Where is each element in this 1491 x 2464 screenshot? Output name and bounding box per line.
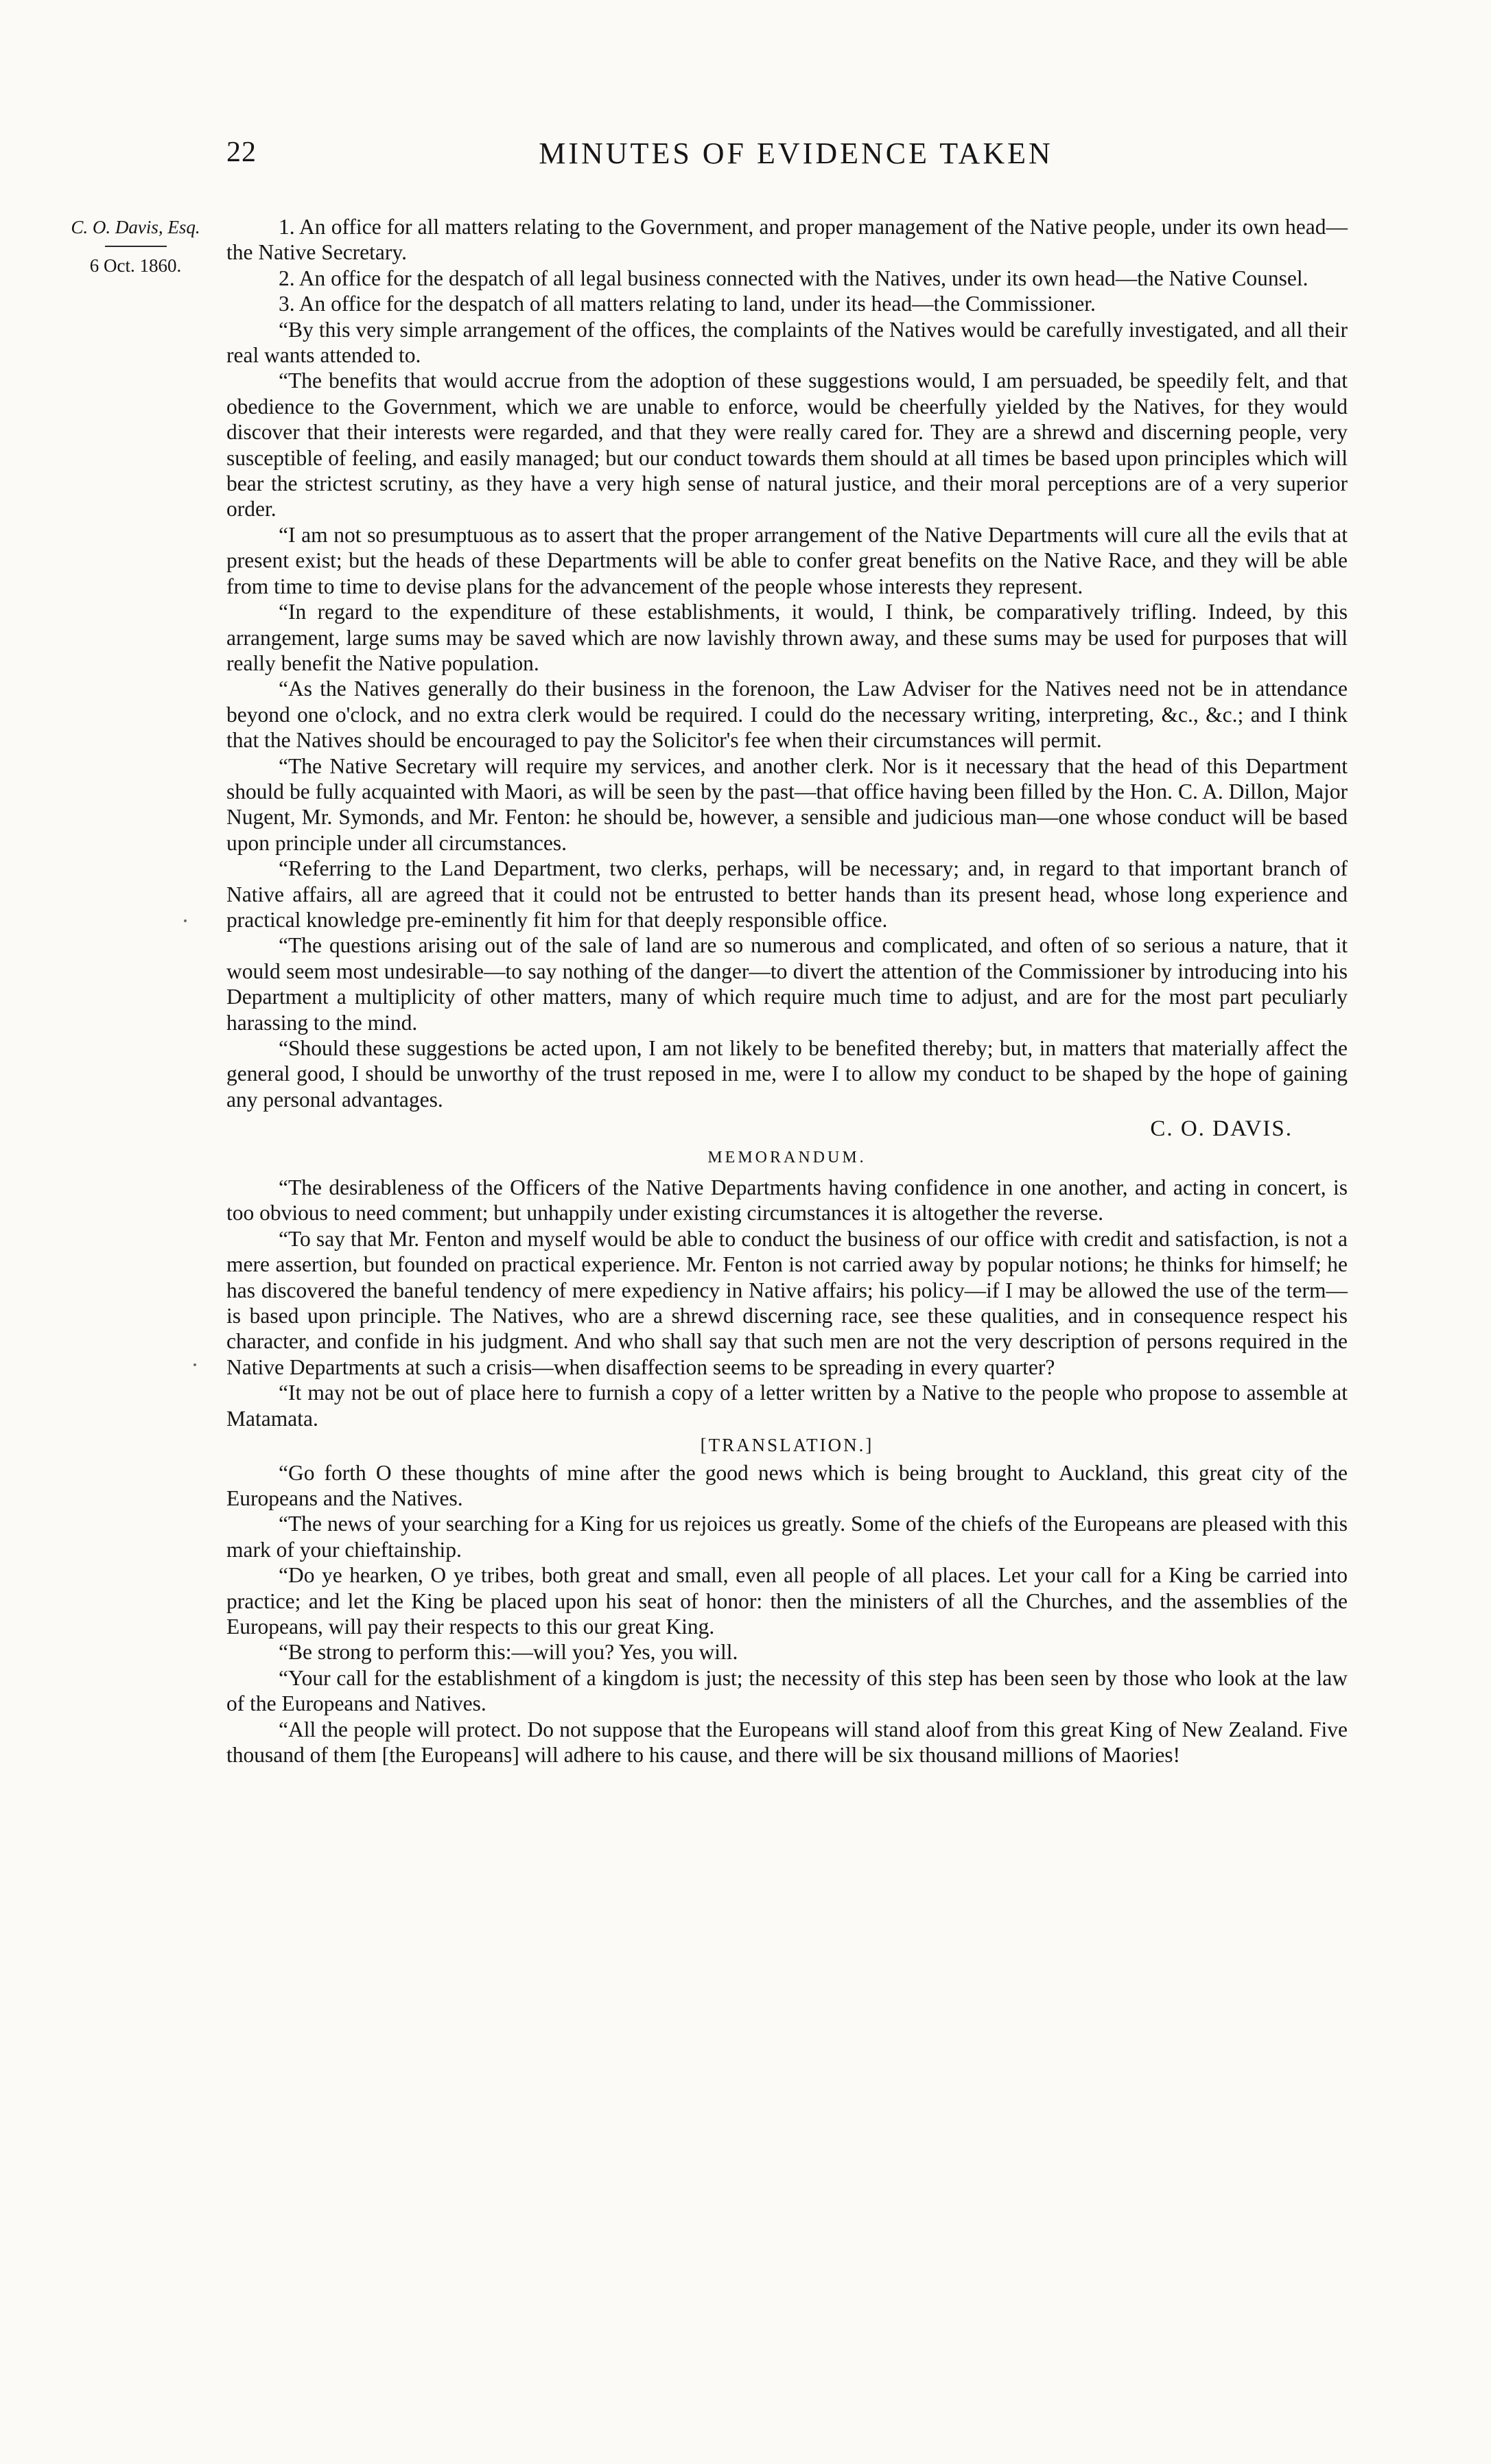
translation-paragraph: “All the people will protect. Do not suppose that the Europeans will stand aloof from this great King of New Zealand. Five thousand of them [the Europeans] will adhere to his cause, and there will be six thousand millions of Maories! <box>226 1717 1348 1767</box>
paragraph: 1. An office for all matters relating to the Government, and proper management of the Native people, under its own head—the Native Secretary. <box>226 215 1348 265</box>
memorandum-paragraph: “The desirableness of the Officers of the Native Departments having confidence in one another, and acting in concert, is too obvious to need comment; but unhappily under existing circumstances it is altogether the reverse. <box>226 1175 1348 1225</box>
translation-paragraph: “Your call for the establishment of a kingdom is just; the necessity of this step has been seen by those who look at the law of the Europeans and Natives. <box>226 1665 1348 1716</box>
paragraph: “In regard to the expenditure of these establishments, it would, I think, be comparatively trifling. Indeed, by this arrangement, large sums may be saved which are now lavishly thrown away, and these sums may be used for purposes that will really benefit the Native population. <box>226 600 1348 675</box>
page-number: 22 <box>226 137 257 168</box>
margin-note-rule <box>105 246 167 247</box>
translation-heading: [TRANSLATION.] <box>700 1435 874 1456</box>
running-title: MINUTES OF EVIDENCE TAKEN <box>539 137 1053 170</box>
margin-note-witness: C. O. Davis, Esq. <box>71 217 200 237</box>
paragraph: 2. An office for the despatch of all legal business connected with the Natives, under its own head—the Native Counsel. <box>279 266 1308 290</box>
paragraph: 3. An office for the despatch of all matters relating to land, under its head—the Commissioner. <box>279 292 1096 316</box>
paragraph: “As the Natives generally do their business in the forenoon, the Law Adviser for the Natives need not be in attendance beyond one o'clock, and no extra clerk would be required. I could do the necessary writing, interpreting, &c., &c.; and I think that the Natives should be encouraged to pay the Solicitor's fee when their circumstances will permit. <box>226 677 1348 753</box>
paragraph: “The questions arising out of the sale of land are so numerous and complicated, and often of so serious a nature, that it would seem most undesirable—to say nothing of the danger—to divert the attention of the Commissioner by introducing into his Department a multiplicity of other matters, many of which require much time to adjust, and are for the most part peculiarly harassing to the mind. <box>226 933 1348 1035</box>
memorandum-paragraph: “It may not be out of place here to furnish a copy of a letter written by a Native to the people who propose to assemble at Matamata. <box>226 1381 1348 1431</box>
paragraph: “The benefits that would accrue from the adoption of these suggestions would, I am persuaded, be speedily felt, and that obedience to the Government, which we are unable to enforce, would be cheerfully yielded by the Natives, for they would discover that their interests were regarded, and that they were really cared for. They are a shrewd and discerning people, very susceptible of feeling, and easily managed; but our conduct towards them should at all times be based upon principles which will bear the strictest scrutiny, as they have a very high sense of natural justice, and their moral perceptions are of a very superior order. <box>226 368 1348 521</box>
translation-paragraph: “The news of your searching for a King for us rejoices us greatly. Some of the chiefs of the Europeans are pleased with this mark of your chieftainship. <box>226 1512 1348 1562</box>
margin-note-date: 6 Oct. 1860. <box>89 255 182 276</box>
translation-paragraph: “Go forth O these thoughts of mine after the good news which is being brought to Auckland, this great city of the Europeans and the Natives. <box>226 1460 1348 1510</box>
translation-paragraph: “Do ye hearken, O ye tribes, both great and small, even all people of all places. Let your call for a King be carried into practice; and let the King be placed upon his seat of honor: then the ministers of all the Churches, and the assemblies of the Europeans, will pay their respects to this our great King. <box>226 1563 1348 1639</box>
memorandum-paragraph: “To say that Mr. Fenton and myself would be able to conduct the business of our office with credit and satisfaction, is not a mere assertion, but founded on practical experience. Mr. Fenton is not carried away by popular notions; he thinks for himself; he has discovered the baneful tendency of mere expediency in Native affairs; his policy—if I may be allowed the use of the term—is based upon principle. The Natives, who are a shrewd discerning race, see these qualities, and in consequence respect his character, and confide in his judgment. And who shall say that such men are not the very description of persons required in the Native Departments at such a crisis—when disaffection seems to be spreading in every quarter? <box>226 1226 1348 1379</box>
paragraph: “By this very simple arrangement of the offices, the complaints of the Natives would be carefully investigated, and all their real wants attended to. <box>226 317 1348 368</box>
paragraph: “I am not so presumptuous as to assert that the proper arrangement of the Native Departments will cure all the evils that at present exist; but the heads of these Departments will be able to confer great benefits on the Native Race, and they will be able from time to time to devise plans for the advancement of the people whose interests they represent. <box>226 522 1348 598</box>
paragraph: “The Native Secretary will require my services, and another clerk. Nor is it necessary that the head of this Department should be fully acquainted with Maori, as will be seen by the past—that office having been filled by the Hon. C. A. Dillon, Major Nugent, Mr. Symonds, and Mr. Fenton: he should be, however, a sensible and judicious man—one whose conduct will be based upon principle under all circumstances. <box>226 753 1348 855</box>
paragraph: “Should these suggestions be acted upon, I am not likely to be benefited thereby; but, in matters that materially affect the general good, I should be unworthy of the trust reposed in me, were I to allow my conduct to be shaped by the hope of gaining any personal advantages. <box>226 1036 1348 1112</box>
paragraph: “Referring to the Land Department, two clerks, perhaps, will be necessary; and, in regard to that important branch of Native affairs, all are agreed that it could not be entrusted to better hands than its present head, whose long experience and practical knowledge pre-eminently fit him for that deeply responsible office. <box>226 856 1348 932</box>
ink-speck <box>184 919 187 922</box>
signature: C. O. DAVIS. <box>1150 1116 1293 1142</box>
page-header <box>226 136 1365 180</box>
margin-note <box>48 214 223 279</box>
translation-paragraph: “Be strong to perform this:—will you? Yes, you will. <box>279 1640 738 1665</box>
document-body <box>226 214 1348 1768</box>
ink-speck <box>193 1363 196 1366</box>
memorandum-heading: MEMORANDUM. <box>707 1148 867 1166</box>
